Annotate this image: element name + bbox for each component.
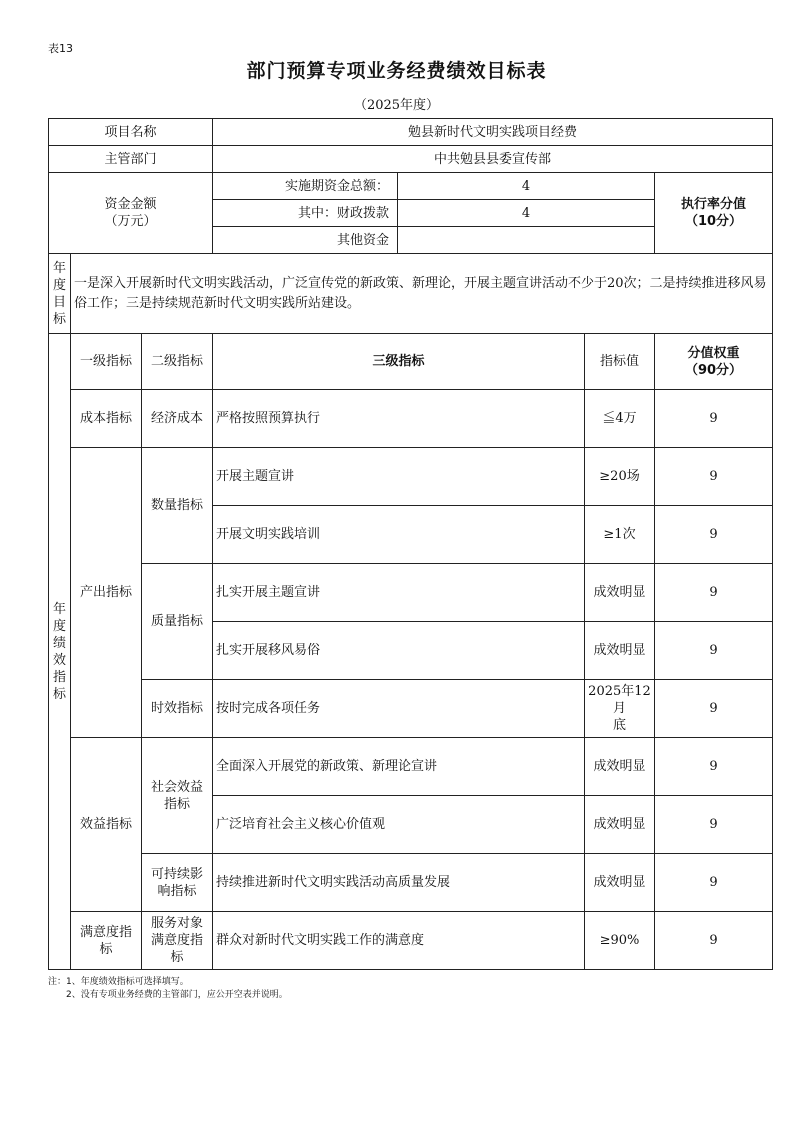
indicator-target: ≥20场 <box>585 448 655 506</box>
department-label: 主管部门 <box>49 146 213 173</box>
header-level2: 二级指标 <box>142 334 213 390</box>
indicator-weight: 9 <box>655 622 773 680</box>
footnote: 注：1、年度绩效指标可选择填写。 <box>48 977 189 987</box>
indicator-target: 成效明显 <box>585 738 655 796</box>
indicator-name: 开展主题宣讲 <box>213 448 585 506</box>
annual-performance-label: 年 度 绩 效 指 标 <box>49 334 71 970</box>
indicator-target: ≥90% <box>585 912 655 970</box>
quality-level2: 质量指标 <box>142 564 213 680</box>
indicator-weight: 9 <box>655 506 773 564</box>
indicator-name: 严格按照预算执行 <box>213 390 585 448</box>
table-number: 表13 <box>48 42 73 55</box>
indicator-target: 成效明显 <box>585 796 655 854</box>
indicator-target: ≥1次 <box>585 506 655 564</box>
indicator-target: 2025年12月 底 <box>585 680 655 738</box>
fiscal-funds-label: 其中：财政拨款 <box>213 200 398 227</box>
annual-goal-text: 一是深入开展新时代文明实践活动，广泛宣传党的新政策、新理论，开展主题宣讲活动不少于20次；二是持续推进移风易俗工作；三是持续规范新时代文明实践所站建设。 <box>71 254 773 334</box>
fiscal-funds-value: 4 <box>398 200 655 227</box>
indicator-name: 扎实开展主题宣讲 <box>213 564 585 622</box>
indicator-target: ≦4万 <box>585 390 655 448</box>
header-target: 指标值 <box>585 334 655 390</box>
indicator-weight: 9 <box>655 912 773 970</box>
benefit-level1: 效益指标 <box>71 738 142 912</box>
indicator-name: 按时完成各项任务 <box>213 680 585 738</box>
indicator-weight: 9 <box>655 796 773 854</box>
sustain-level2: 可持续影 响指标 <box>142 854 213 912</box>
annual-goal-label: 年 度 目 标 <box>49 254 71 334</box>
footnotes <box>48 976 288 1002</box>
department-value: 中共勉县县委宣传部 <box>213 146 773 173</box>
indicator-target: 成效明显 <box>585 564 655 622</box>
cost-level2: 经济成本 <box>142 390 213 448</box>
timeliness-level2: 时效指标 <box>142 680 213 738</box>
indicator-name: 全面深入开展党的新政策、新理论宣讲 <box>213 738 585 796</box>
project-name-label: 项目名称 <box>49 119 213 146</box>
indicator-name: 广泛培育社会主义核心价值观 <box>213 796 585 854</box>
indicator-target: 成效明显 <box>585 622 655 680</box>
indicator-weight: 9 <box>655 448 773 506</box>
indicator-weight: 9 <box>655 680 773 738</box>
satisfaction-level2: 服务对象 满意度指 标 <box>142 912 213 970</box>
funds-label: 资金金额 （万元） <box>49 173 213 254</box>
cost-level1: 成本指标 <box>71 390 142 448</box>
header-weight: 分值权重 （90分） <box>655 334 773 390</box>
indicator-name: 扎实开展移风易俗 <box>213 622 585 680</box>
footnote: 2、没有专项业务经费的主管部门，应公开空表并说明。 <box>66 990 288 1000</box>
indicator-name: 开展文明实践培训 <box>213 506 585 564</box>
execution-rate-label: 执行率分值 （10分） <box>655 173 773 254</box>
performance-table <box>48 118 773 970</box>
page-title: 部门预算专项业务经费绩效目标表 <box>246 60 547 82</box>
indicator-weight: 9 <box>655 564 773 622</box>
project-name-value: 勉县新时代文明实践项目经费 <box>213 119 773 146</box>
social-level2: 社会效益 指标 <box>142 738 213 854</box>
header-level1: 一级指标 <box>71 334 142 390</box>
other-funds-label: 其他资金 <box>213 227 398 254</box>
satisfaction-level1: 满意度指 标 <box>71 912 142 970</box>
budget-year: （2025年度） <box>353 98 440 113</box>
total-funds-label: 实施期资金总额： <box>213 173 398 200</box>
indicator-weight: 9 <box>655 390 773 448</box>
indicator-name: 群众对新时代文明实践工作的满意度 <box>213 912 585 970</box>
output-level1: 产出指标 <box>71 448 142 738</box>
indicator-name: 持续推进新时代文明实践活动高质量发展 <box>213 854 585 912</box>
header-level3: 三级指标 <box>213 334 585 390</box>
quantity-level2: 数量指标 <box>142 448 213 564</box>
indicator-target: 成效明显 <box>585 854 655 912</box>
total-funds-value: 4 <box>398 173 655 200</box>
indicator-weight: 9 <box>655 738 773 796</box>
indicator-weight: 9 <box>655 854 773 912</box>
other-funds-value <box>398 227 655 254</box>
